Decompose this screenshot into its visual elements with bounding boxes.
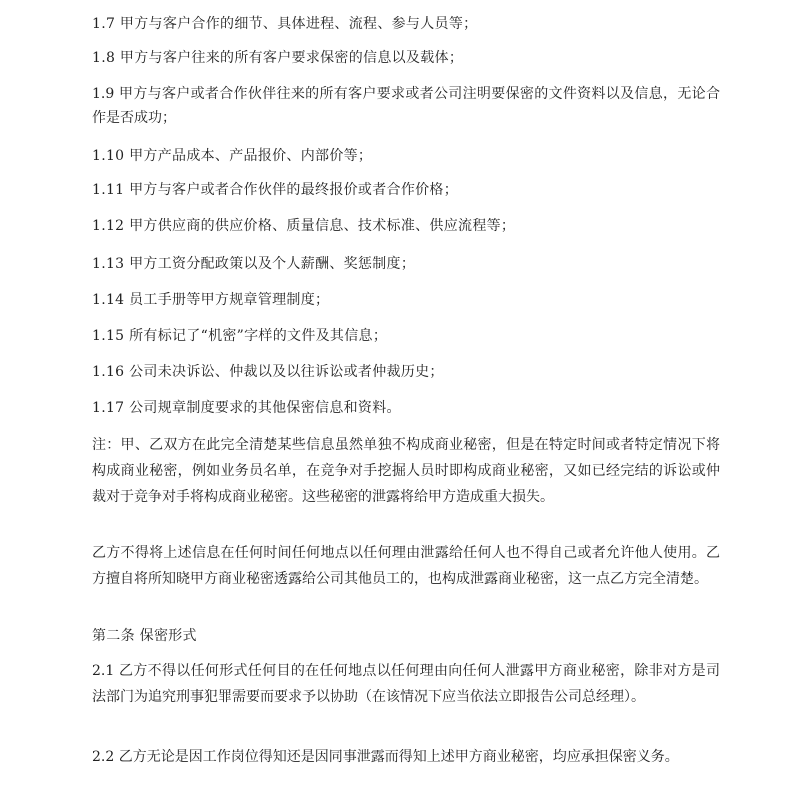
- clause-1-9: 1.9 甲方与客户或者合作伙伴往来的所有客户要求或者公司注明要保密的文件资料以及信息，无论合作是否成功；: [92, 86, 720, 126]
- clause-1-13: 1.13 甲方工资分配政策以及个人薪酬、奖惩制度；: [92, 256, 416, 272]
- confidentiality-paragraph: 乙方不得将上述信息在任何时间任何地点以任何理由泄露给任何人也不得自己或者允许他人使用。乙方擅自将所知晓甲方商业秘密透露给公司其他员工的，也构成泄露商业秘密，这一点乙方完全清楚。: [92, 545, 720, 587]
- clause-1-15: 1.15 所有标记了“机密”字样的文件及其信息；: [92, 328, 388, 344]
- clause-1-7: 1.7 甲方与客户合作的细节、具体进程、流程、参与人员等；: [92, 16, 478, 32]
- clause-1-8: 1.8 甲方与客户往来的所有客户要求保密的信息以及载体；: [92, 50, 464, 66]
- clause-1-10: 1.10 甲方产品成本、产品报价、内部价等；: [92, 148, 373, 164]
- clause-2-1: 2.1 乙方不得以任何形式任何目的在任何地点以任何理由向任何人泄露甲方商业秘密，除非对方是司法部门为追究刑事犯罪需要而要求予以协助（在该情况下应当依法立即报告公司总经理）。: [92, 663, 720, 705]
- section-heading-article-2: 第二条 保密形式: [92, 628, 197, 644]
- note-paragraph: 注：甲、乙双方在此完全清楚某些信息虽然单独不构成商业秘密，但是在特定时间或者特定情况下将构成商业秘密，例如业务员名单，在竞争对手挖掘人员时即构成商业秘密，又如已经完结的诉讼或仲裁对于竞争对手将构成商业秘密。这些秘密的泄露将给甲方造成重大损失。: [92, 437, 720, 505]
- clause-1-17: 1.17 公司规章制度要求的其他保密信息和资料。: [92, 400, 401, 416]
- clause-1-16: 1.16 公司未决诉讼、仲裁以及以往诉讼或者仲裁历史；: [92, 364, 444, 380]
- clause-1-11: 1.11 甲方与客户或者合作伙伴的最终报价或者合作价格；: [92, 182, 459, 198]
- clause-2-2: 2.2 乙方无论是因工作岗位得知还是因同事泄露而得知上述甲方商业秘密，均应承担保密义务。: [92, 749, 679, 765]
- clause-1-14: 1.14 员工手册等甲方规章管理制度；: [92, 292, 330, 308]
- clause-1-12: 1.12 甲方供应商的供应价格、质量信息、技术标准、供应流程等；: [92, 218, 516, 234]
